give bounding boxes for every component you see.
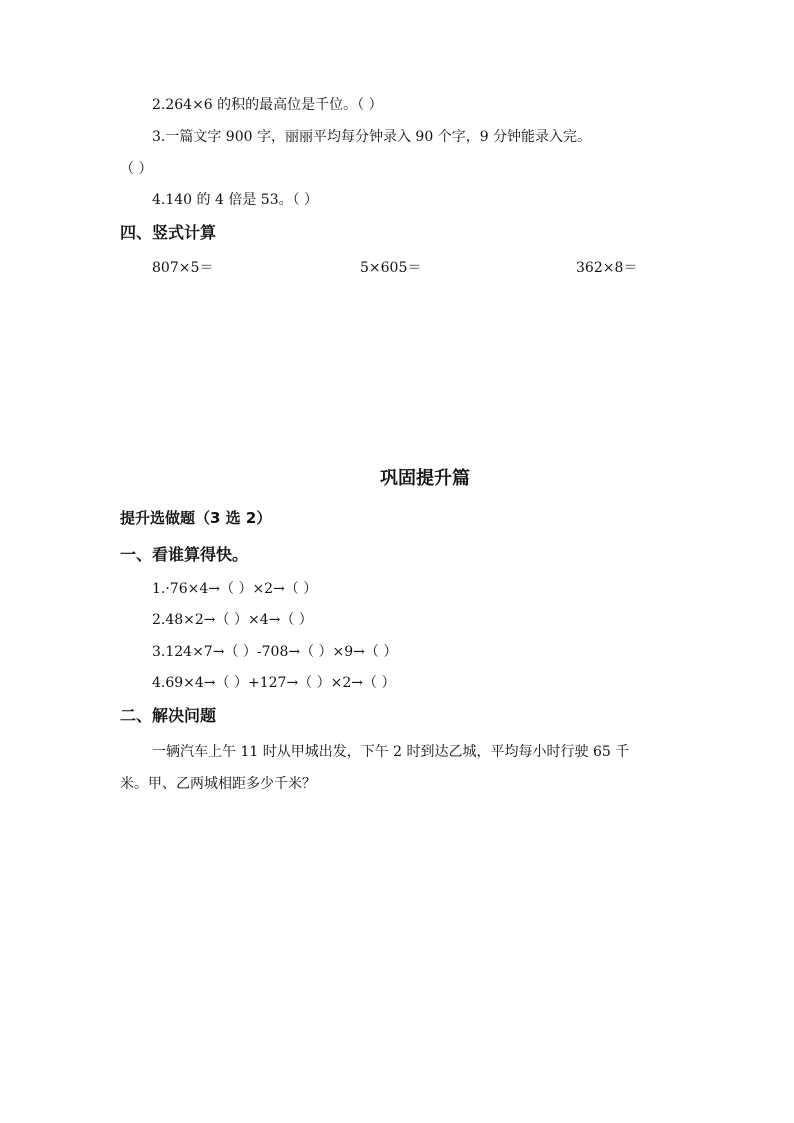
judgment-item-4: 4.140 的 4 倍是 53。（ ） (152, 192, 319, 208)
quick-calc-item-3: 3.124×7→（ ）-708→（ ）×9→（ ） (152, 644, 398, 660)
page-title: 巩固提升篇 (380, 468, 470, 489)
judgment-item-2: 2.264×6 的积的最高位是千位。（ ） (152, 97, 383, 113)
vertical-calc-problem-3: 362×8＝ (576, 260, 638, 276)
quick-calc-item-4: 4.69×4→（ ）+127→（ ）×2→（ ） (152, 675, 396, 691)
section-heading-vertical-calc: 四、竖式计算 (120, 223, 217, 242)
vertical-calc-problem-1: 807×5＝ (152, 260, 214, 276)
section-heading-quick-calc: 一、看谁算得快。 (120, 545, 249, 564)
advanced-subtitle: 提升选做题（3 选 2） (120, 509, 272, 527)
section-heading-word-problem: 二、解决问题 (120, 706, 217, 725)
judgment-item-3-answer: （ ） (120, 161, 153, 177)
vertical-calc-problem-2: 5×605＝ (360, 260, 422, 276)
quick-calc-item-2: 2.48×2→（ ）×4→（ ） (152, 612, 313, 628)
word-problem-line-1: 一辆汽车上午 11 时从甲城出发，下午 2 时到达乙城，平均每小时行驶 65 千 (152, 744, 630, 760)
judgment-item-3: 3.一篇文字 900 字，丽丽平均每分钟录入 90 个字，9 分钟能录入完。 (152, 129, 592, 145)
word-problem-line-2: 米。甲、乙两城相距多少千米？ (120, 776, 316, 792)
quick-calc-item-1: 1.·76×4→（ ）×2→（ ） (152, 581, 318, 597)
